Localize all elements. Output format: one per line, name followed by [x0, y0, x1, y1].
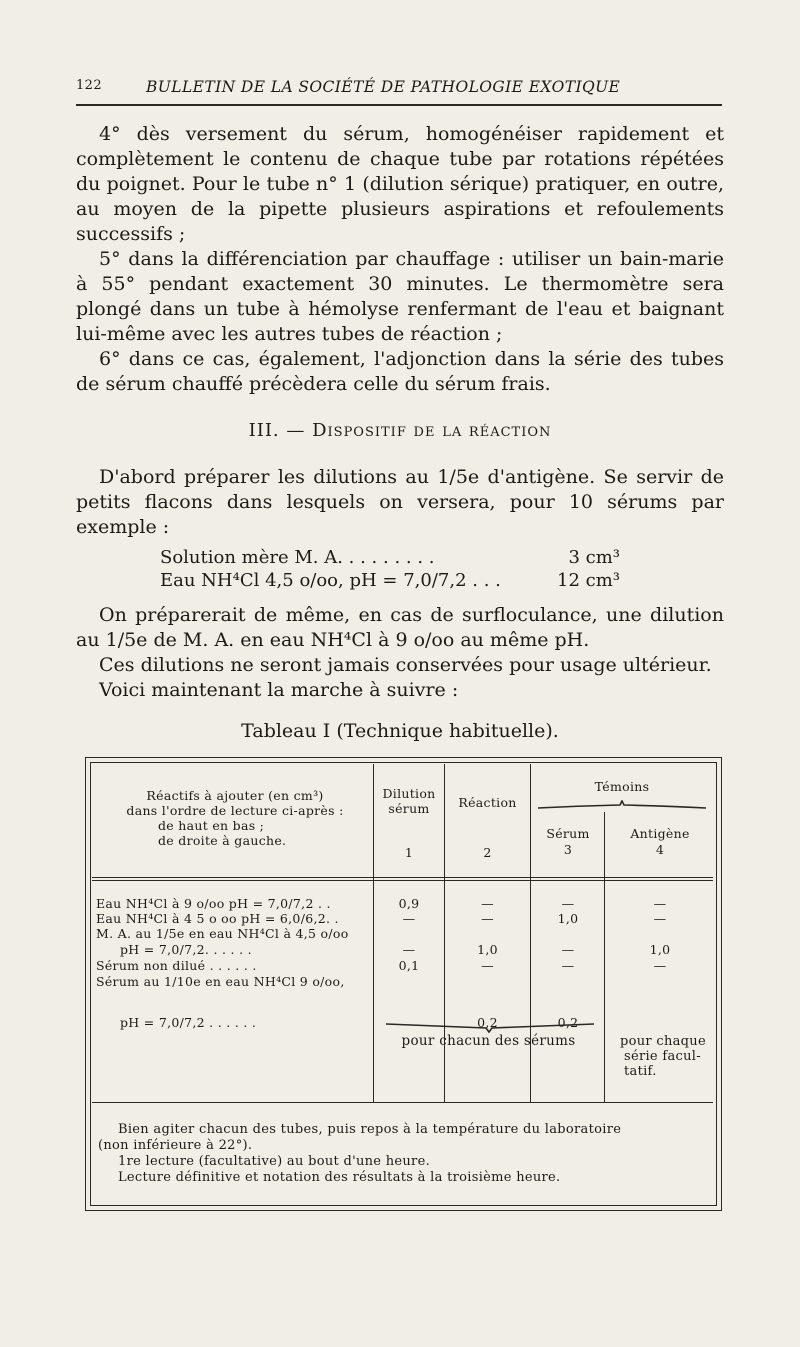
col-divider-3 [530, 764, 531, 1102]
row-cell: 1,0 [649, 942, 671, 957]
temoins-brace [536, 800, 708, 814]
col-divider-1 [373, 764, 374, 1102]
recipe-value: 3 cm³ [568, 547, 620, 568]
page-number: 122 [76, 78, 103, 93]
table-title: Tableau I (Technique habituelle). [241, 720, 559, 742]
surfloculance-paragraph [76, 603, 724, 703]
head-dilution-line: sérum [388, 801, 430, 816]
intro-paragraph [76, 465, 724, 540]
table-row [120, 1015, 372, 1030]
table-row [96, 958, 372, 973]
recipe-line-2 [160, 570, 620, 591]
note-line: 1re lecture (facultative) au bout d'une heure. [118, 1154, 430, 1169]
head-reagents-line: dans l'ordre de lecture ci-après : [126, 803, 344, 818]
section-title: III. — Dispositif de la réaction [248, 420, 552, 441]
row-cell: — [561, 958, 575, 973]
col-number-4: 4 [655, 842, 665, 857]
head-serum: Sérum [546, 826, 590, 841]
table-row [96, 911, 372, 926]
row-label: Sérum non dilué . . . . . . [96, 958, 257, 973]
row-cell: — [402, 911, 416, 926]
row-cell: 0,2 [477, 1015, 498, 1030]
row-cell: — [653, 911, 667, 926]
row-label: pH = 7,0/7,2 . . . . . . [120, 1015, 257, 1030]
row-cell: — [653, 896, 667, 911]
step-4: 4° dès versement du sérum, homogénéiser rapidement et complètement le contenu de chaque tube par rotations répétées du poignet. Pour le tube n° 1 (dilution sérique) pratiquer, en outre, au moyen de la pipette plusieurs aspirations et refoulements successifs ; [76, 123, 724, 245]
running-header [76, 78, 722, 100]
head-reagents-line: Réactifs à ajouter (en cm³) [146, 788, 324, 803]
col-divider-2 [444, 764, 445, 1102]
col-number-2: 2 [483, 845, 492, 860]
row-cell: 0,2 [557, 1015, 579, 1030]
foot-right-line: série facul- [624, 1049, 701, 1064]
row-cell: 0,9 [398, 896, 420, 911]
journal-title: BULLETIN DE LA SOCIÉTÉ DE PATHOLOGIE EXOTIQUE [146, 78, 621, 96]
head-reagents-line: de droite à gauche. [158, 833, 287, 848]
recipe-value: 12 cm³ [557, 570, 620, 591]
head-reagents [100, 788, 370, 848]
table-row [96, 926, 372, 941]
col-number-1: 1 [404, 845, 414, 860]
head-dilution [375, 786, 443, 816]
row-cell: 1,0 [557, 911, 579, 926]
para-conservation: Ces dilutions ne seront jamais conservées pour usage ultérieur. [99, 654, 712, 676]
header-rule [76, 104, 722, 106]
note-line: Bien agiter chacun des tubes, puis repos à la température du laboratoire [118, 1122, 622, 1137]
row-cell: — [653, 958, 667, 973]
steps-block [76, 122, 724, 397]
foot-left: pour chacun des sérums [401, 1033, 576, 1049]
foot-right-line: tatif. [624, 1064, 657, 1079]
table-notes [98, 1122, 710, 1186]
serums-brace [384, 1020, 596, 1034]
step-5: 5° dans la différenciation par chauffage : utiliser un bain-marie à 55° pendant exactement 30 minutes. Le thermomètre sera plongé dans un tube à hémolyse renfermant de l'eau et baignant lui-même avec les autres tubes de réaction ; [76, 248, 724, 345]
header-separator-2 [92, 880, 713, 881]
row-cell: — [402, 942, 416, 957]
col-number-3: 3 [563, 842, 573, 857]
recipe-label: Solution mère M. A. . . . . . . . . [160, 547, 435, 568]
table-row [120, 942, 372, 957]
para-marche: Voici maintenant la marche à suivre : [99, 679, 459, 701]
row-label: Eau NH⁴Cl à 9 o/oo pH = 7,0/7,2 . . [96, 896, 331, 911]
head-dilution-line: Dilution [382, 786, 436, 801]
table-row [96, 974, 372, 989]
row-label: Eau NH⁴Cl à 4 5 o oo pH = 6,0/6,2. . [96, 911, 339, 926]
note-line: (non inférieure à 22°). [98, 1138, 253, 1153]
intro-text: D'abord préparer les dilutions au 1/5e d'antigène. Se servir de petits flacons dans lesquels on versera, pour 10 sérums par exemple : [76, 466, 724, 538]
row-label: pH = 7,0/7,2. . . . . . [120, 942, 252, 957]
head-antigene: Antigène [630, 826, 690, 841]
row-cell: — [561, 942, 575, 957]
notes-separator [92, 1102, 713, 1103]
row-cell: 1,0 [477, 942, 498, 957]
note-line: Lecture définitive et notation des résultats à la troisième heure. [118, 1170, 561, 1185]
step-6: 6° dans ce cas, également, l'adjonction dans la série des tubes de sérum chauffé précèdera celle du sérum frais. [76, 348, 724, 395]
table-row [96, 896, 372, 911]
row-cell: — [561, 896, 575, 911]
row-label: M. A. au 1/5e en eau NH⁴Cl à 4,5 o/oo [96, 926, 349, 941]
recipe-label: Eau NH⁴Cl 4,5 o/oo, pH = 7,0/7,2 . . . [160, 570, 501, 591]
row-cell: — [481, 911, 494, 926]
head-reagents-line: de haut en bas ; [158, 818, 265, 833]
row-cell: 0,1 [398, 958, 420, 973]
col-divider-4 [604, 812, 605, 1102]
head-temoins: Témoins [594, 779, 650, 794]
row-cell: — [481, 958, 494, 973]
row-cell: — [481, 896, 494, 911]
header-separator [92, 877, 713, 878]
foot-right-line: pour chaque [620, 1034, 706, 1049]
foot-right [620, 1034, 714, 1079]
para-surfloculance: On préparerait de même, en cas de surfloculance, une dilution au 1/5e de M. A. en eau NH⁴Cl à 9 o/oo au même pH. [76, 604, 724, 651]
recipe-line-1 [160, 547, 620, 568]
head-reaction: Réaction [458, 795, 517, 810]
row-label: Sérum au 1/10e en eau NH⁴Cl 9 o/oo, [96, 974, 345, 989]
